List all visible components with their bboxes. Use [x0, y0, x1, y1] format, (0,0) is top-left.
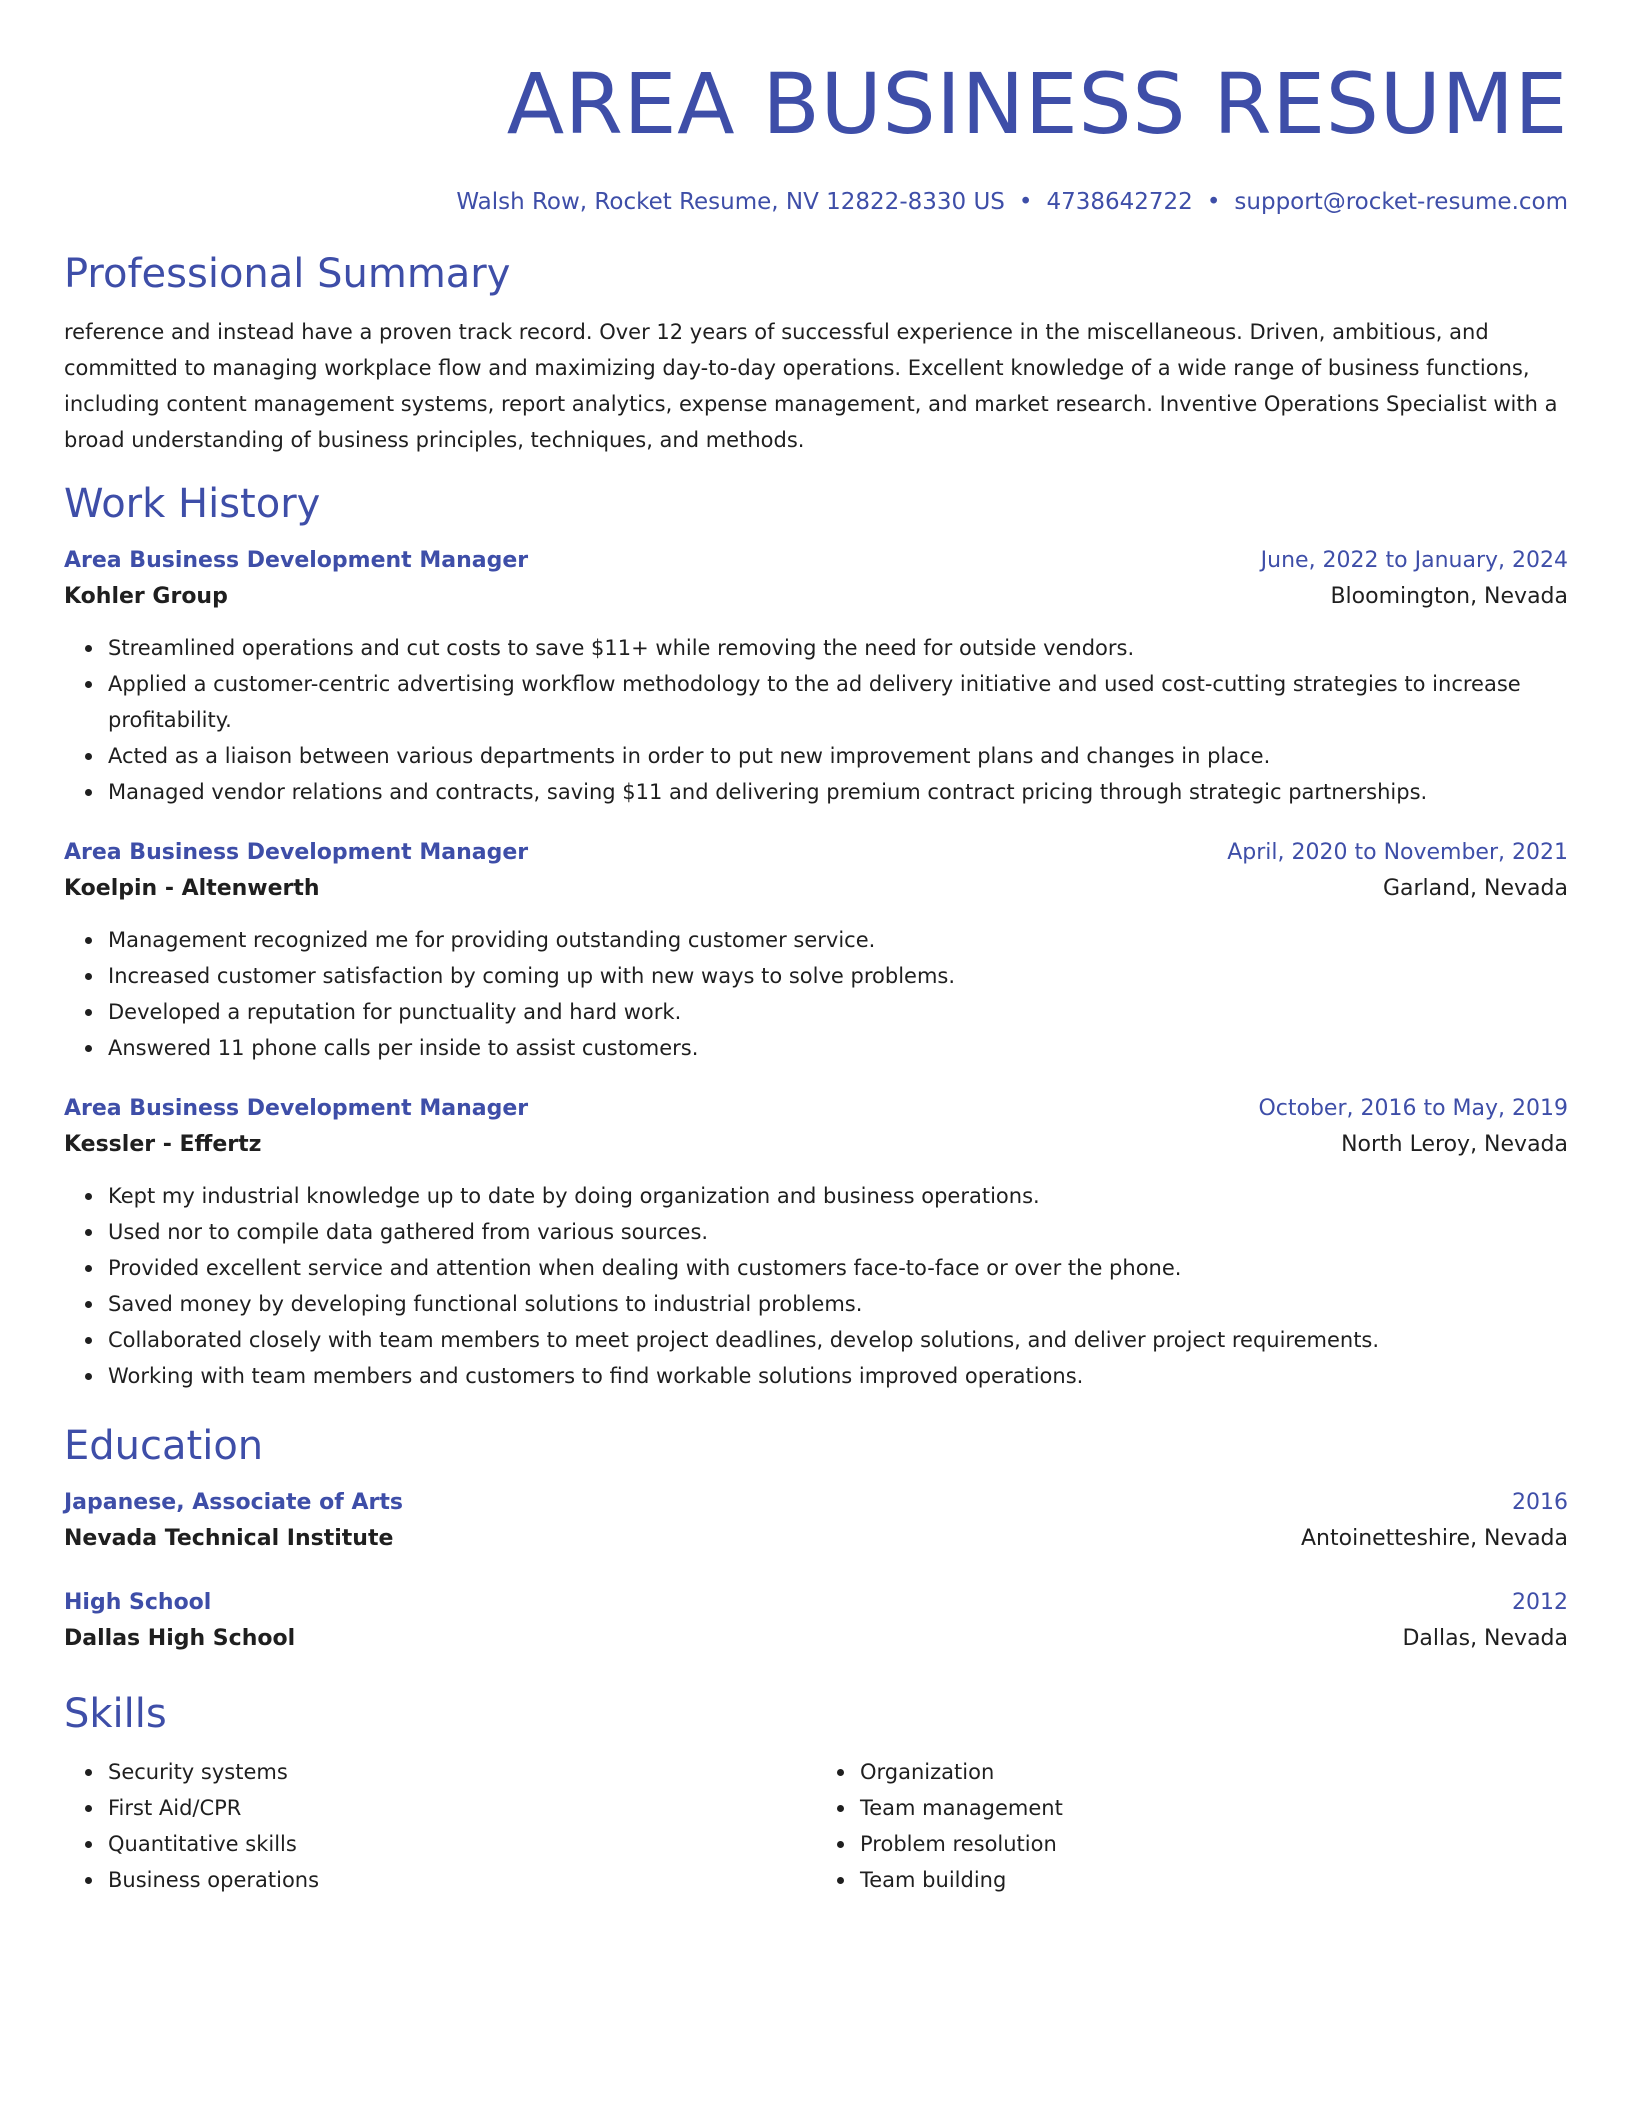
- job-entry: [64, 836, 1568, 1066]
- education-school: Nevada Technical Institute: [64, 1526, 394, 1551]
- job-company: Kessler - Effertz: [64, 1132, 262, 1157]
- job-role: Area Business Development Manager: [64, 840, 529, 865]
- job-dates: June, 2022 to January, 2024: [1260, 548, 1568, 573]
- skill-item: Team management: [860, 1790, 1568, 1826]
- contact-address: Walsh Row, Rocket Resume, NV 12822-8330 US: [456, 189, 1005, 215]
- skill-item: Quantitative skills: [108, 1826, 816, 1862]
- summary-text: reference and instead have a proven track record. Over 12 years of successful experience in the miscellaneous. Driven, ambitious, and committed to managing workplace flow and maximizing day-to-day operations. Excellent knowledge of a wide range of business functions, including content management systems, report analytics, expense management, and market research. Inventive Operations Specialist with a broad understanding of business principles, techniques, and methods.: [64, 320, 1558, 452]
- job-bullet: Applied a customer-centric advertising workflow methodology to the ad delivery initiative and used cost-cutting strategies to increase profitability.: [108, 666, 1568, 738]
- job-org-row: [64, 578, 1568, 616]
- skills-title: Skills: [64, 1691, 167, 1737]
- summary-title: Professional Summary: [64, 251, 511, 297]
- education-school-row: [64, 1520, 1568, 1558]
- education-year: 2016: [1512, 1490, 1568, 1515]
- skill-item: First Aid/CPR: [108, 1790, 816, 1826]
- skill-item: Team building: [860, 1862, 1568, 1898]
- job-location: Bloomington, Nevada: [1330, 584, 1568, 609]
- job-location: Garland, Nevada: [1382, 876, 1568, 901]
- job-bullet: Used nor to compile data gathered from various sources.: [108, 1214, 1568, 1250]
- job-bullet: Kept my industrial knowledge up to date by doing organization and business operations.: [108, 1178, 1568, 1214]
- contact-separator: •: [1206, 189, 1221, 215]
- education-school: Dallas High School: [64, 1626, 296, 1651]
- skill-item: Business operations: [108, 1862, 816, 1898]
- education-section: [64, 1420, 1568, 1658]
- job-bullet: Answered 11 phone calls per inside to assist customers.: [108, 1030, 1568, 1066]
- job-location: North Leroy, Nevada: [1341, 1132, 1568, 1157]
- education-degree: High School: [64, 1590, 212, 1615]
- skills-section: [64, 1688, 1568, 1898]
- work-history-title: Work History: [64, 481, 321, 527]
- contact-line: [64, 186, 1568, 218]
- job-company: Kohler Group: [64, 584, 228, 609]
- resume-name: AREA BUSINESS RESUME: [506, 55, 1568, 153]
- education-degree: Japanese, Associate of Arts: [64, 1490, 403, 1515]
- job-header-row: [64, 1092, 1568, 1126]
- resume-header: [64, 48, 1568, 218]
- job-bullets: [64, 922, 1568, 1066]
- job-dates: April, 2020 to November, 2021: [1227, 840, 1568, 865]
- job-bullets: [64, 1178, 1568, 1394]
- skill-item: Security systems: [108, 1754, 816, 1790]
- education-entry: [64, 1586, 1568, 1658]
- education-header-row: [64, 1486, 1568, 1520]
- job-org-row: [64, 870, 1568, 908]
- job-bullets: [64, 630, 1568, 810]
- education-title: Education: [64, 1423, 264, 1469]
- job-entry: [64, 1092, 1568, 1394]
- education-year: 2012: [1512, 1590, 1568, 1615]
- job-bullet: Collaborated closely with team members to meet project deadlines, develop solutions, and deliver project requirements.: [108, 1322, 1568, 1358]
- skill-item: Problem resolution: [860, 1826, 1568, 1862]
- job-bullet: Working with team members and customers to find workable solutions improved operations.: [108, 1358, 1568, 1394]
- education-school-row: [64, 1620, 1568, 1658]
- job-header-row: [64, 544, 1568, 578]
- work-history-section: [64, 478, 1568, 1394]
- contact-separator: •: [1018, 189, 1033, 215]
- contact-email: support@rocket-resume.com: [1234, 189, 1568, 215]
- contact-phone: 4738642722: [1046, 189, 1193, 215]
- skills-column-left: [64, 1754, 816, 1898]
- skill-item: Organization: [860, 1754, 1568, 1790]
- job-bullet: Management recognized me for providing outstanding customer service.: [108, 922, 1568, 958]
- skills-column-right: [816, 1754, 1568, 1898]
- job-bullet: Saved money by developing functional solutions to industrial problems.: [108, 1286, 1568, 1322]
- job-role: Area Business Development Manager: [64, 1096, 529, 1121]
- job-entry: [64, 544, 1568, 810]
- skills-grid: [64, 1754, 1568, 1898]
- job-company: Koelpin - Altenwerth: [64, 876, 320, 901]
- education-location: Dallas, Nevada: [1402, 1626, 1568, 1651]
- job-bullet: Streamlined operations and cut costs to save $11+ while removing the need for outside vendors.: [108, 630, 1568, 666]
- job-dates: October, 2016 to May, 2019: [1258, 1096, 1568, 1121]
- education-entry: [64, 1486, 1568, 1558]
- summary-section: [64, 248, 1568, 458]
- education-header-row: [64, 1586, 1568, 1620]
- job-role: Area Business Development Manager: [64, 548, 529, 573]
- job-bullet: Increased customer satisfaction by coming up with new ways to solve problems.: [108, 958, 1568, 994]
- job-org-row: [64, 1126, 1568, 1164]
- job-bullet: Developed a reputation for punctuality and hard work.: [108, 994, 1568, 1030]
- job-header-row: [64, 836, 1568, 870]
- job-bullet: Acted as a liaison between various departments in order to put new improvement plans and changes in place.: [108, 738, 1568, 774]
- job-bullet: Managed vendor relations and contracts, saving $11 and delivering premium contract pricing through strategic partnerships.: [108, 774, 1568, 810]
- job-bullet: Provided excellent service and attention when dealing with customers face-to-face or over the phone.: [108, 1250, 1568, 1286]
- education-location: Antoinetteshire, Nevada: [1301, 1526, 1568, 1551]
